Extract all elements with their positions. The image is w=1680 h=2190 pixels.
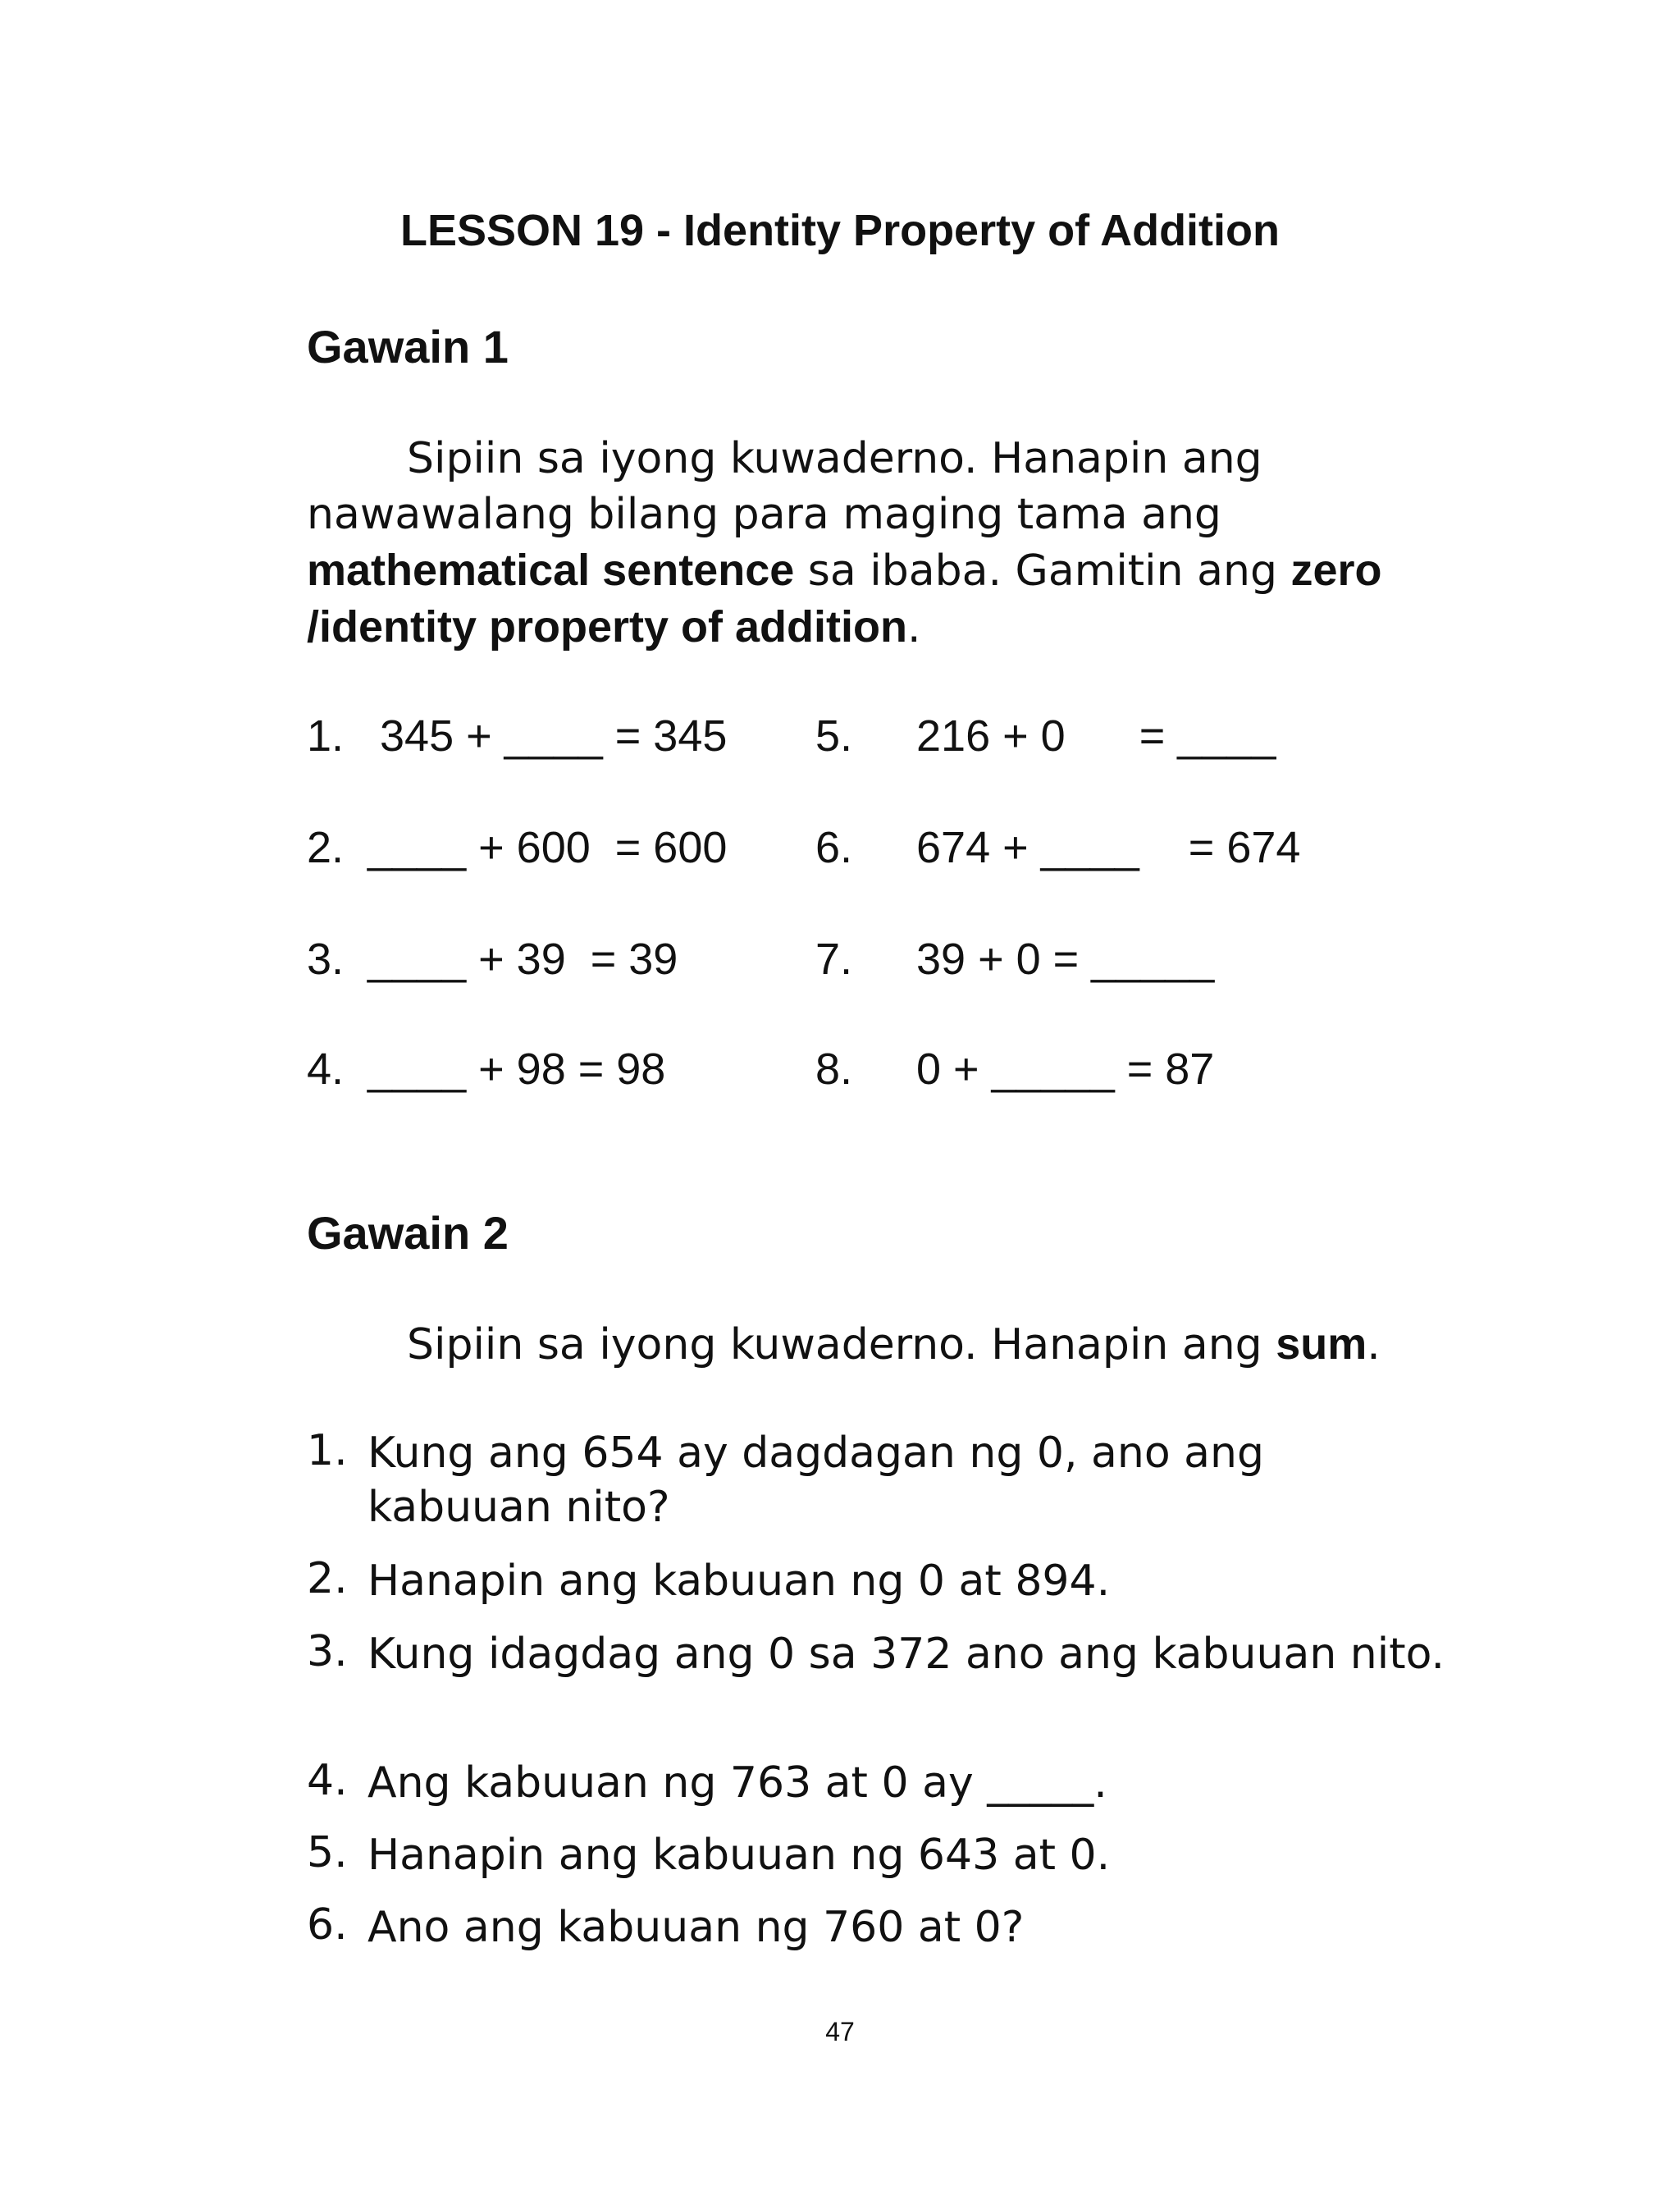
lesson-title: LESSON 19 - Identity Property of Addition — [399, 206, 1281, 255]
exercise-number: 1. — [307, 711, 345, 761]
gawain-1-instruction-bold-1: mathematical sentence — [307, 546, 795, 595]
question-text: Hanapin ang kabuuan ng 0 at 894. — [368, 1557, 1111, 1606]
question-text: Ang kabuuan ng 763 at 0 ay _____. — [368, 1758, 1107, 1808]
page-number: 47 — [825, 2017, 855, 2046]
question-text: Ano ang kabuuan ng 760 at 0? — [368, 1903, 1025, 1952]
gawain-1-instruction-text-3: . — [906, 603, 921, 652]
exercise-expression: ____ + 98 = 98 — [368, 1045, 666, 1094]
exercise-expression: 216 + 0 = ____ — [916, 711, 1276, 761]
exercise-expression: 345 + ____ = 345 — [380, 711, 728, 761]
question-number: 2. — [307, 1554, 348, 1603]
gawain-2-instruction-text-2: . — [1367, 1320, 1381, 1369]
gawain-2-instruction — [307, 1316, 1472, 1373]
exercise-number: 5. — [815, 711, 853, 761]
question-number: 1. — [307, 1426, 348, 1475]
question-text: Kung idagdag ang 0 sa 372 ano ang kabuuan nito. — [368, 1630, 1445, 1679]
question-number: 3. — [307, 1627, 348, 1676]
exercise-number: 3. — [307, 935, 345, 984]
question-number: 4. — [307, 1756, 348, 1805]
gawain-2-heading: Gawain 2 — [307, 1207, 509, 1259]
gawain-1-heading: Gawain 1 — [307, 321, 509, 373]
exercise-expression: ____ + 600 = 600 — [368, 823, 728, 872]
exercise-expression: ____ + 39 = 39 — [368, 935, 678, 984]
question-text: Hanapin ang kabuuan ng 643 at 0. — [368, 1831, 1111, 1880]
gawain-2-instruction-bold-1: sum — [1276, 1319, 1367, 1369]
exercise-number: 4. — [307, 1045, 345, 1094]
exercise-number: 2. — [307, 823, 345, 872]
gawain-1-instruction-bold-2: zero /identity property of addition — [307, 546, 1382, 652]
gawain-1-instruction — [307, 431, 1472, 656]
question-number: 6. — [307, 1900, 348, 1950]
gawain-2-instruction-text-1: Sipiin sa iyong kuwaderno. Hanapin ang — [407, 1320, 1276, 1369]
exercise-expression: 674 + ____ = 674 — [916, 823, 1301, 872]
gawain-1-instruction-text-1: Sipiin sa iyong kuwaderno. Hanapin ang nawawalang bilang para maging tama ang — [307, 434, 1262, 539]
exercise-number: 8. — [815, 1045, 853, 1094]
exercise-expression: 39 + 0 = _____ — [916, 935, 1215, 984]
exercise-number: 6. — [815, 823, 853, 872]
gawain-1-instruction-text-2: sa ibaba. Gamitin ang — [794, 546, 1291, 596]
exercise-expression: 0 + _____ = 87 — [916, 1045, 1215, 1094]
question-text: Kung ang 654 ay dagdagan ng 0, ano ang kabuuan nito? — [368, 1429, 1265, 1532]
exercise-number: 7. — [815, 935, 853, 984]
question-number: 5. — [307, 1828, 348, 1877]
